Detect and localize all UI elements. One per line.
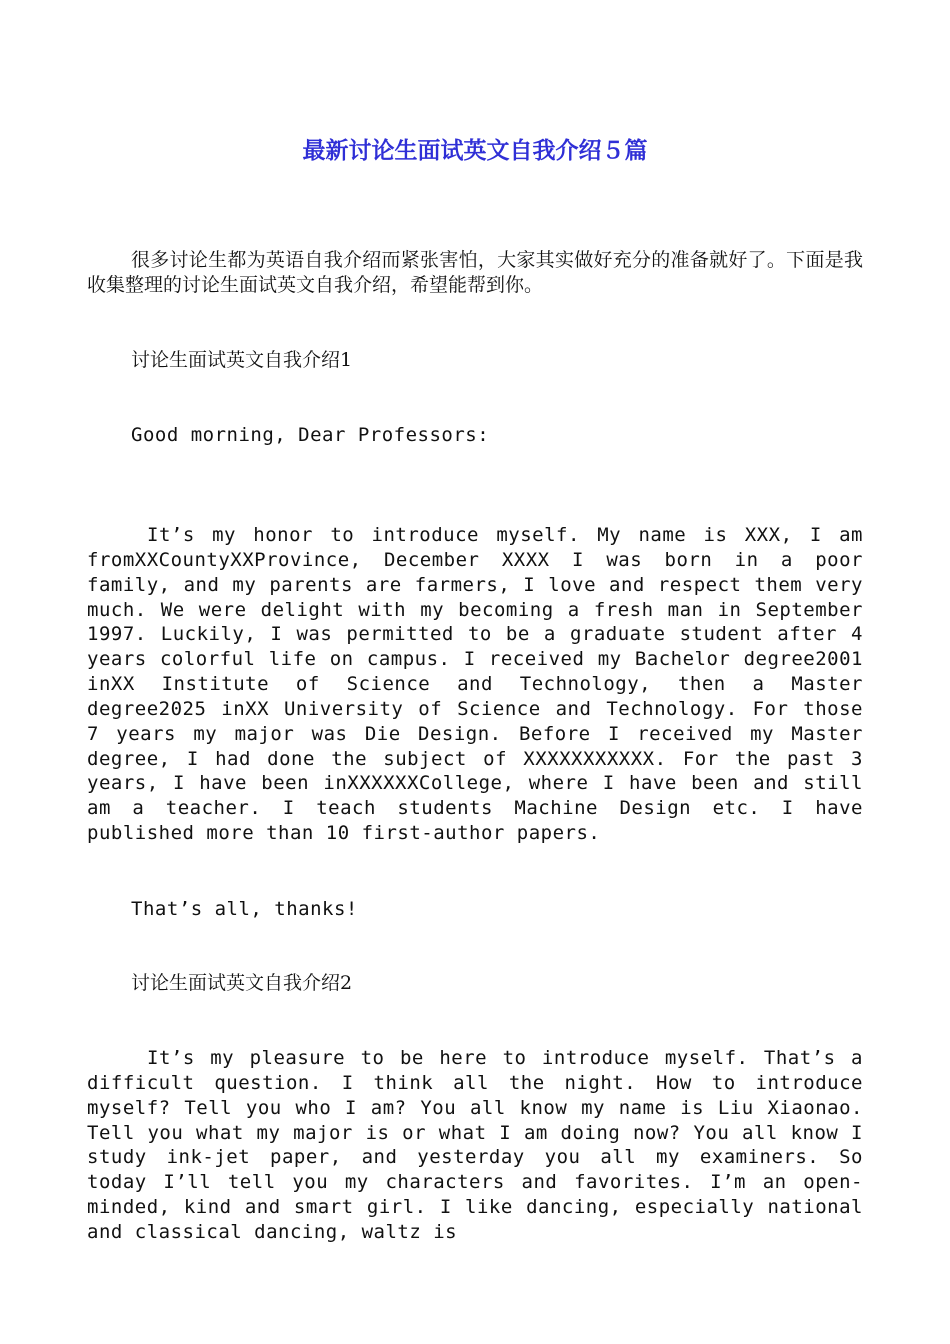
body-paragraph-2: It’s my pleasure to be here to introduce myself. That’s a difficult question. I think all the night. How to introduce myself? Tell you who I am? You all know my name is Liu Xiaonao. Tell you what my major is or what I am doing now? You all know I study ink-jet paper, and yesterday you all my examiners. So today I’ll tell you my characters and favorites. I’m an open-minded, kind and smart girl. I like dancing, especially national and classical dancing, waltz is [87, 1047, 863, 1243]
intro-paragraph: 很多讨论生都为英语自我介绍而紧张害怕，大家其实做好充分的准备就好了。下面是我收集整理的讨论生面试英文自我介绍，希望能帮到你。 [87, 249, 863, 296]
closing-line: That’s all, thanks! [131, 898, 358, 920]
body-paragraph-1: It’s my honor to introduce myself. My name is XXX, I am fromXXCountyXXProvince, December XXXX I was born in a poor family, and my parents are farmers, I love and respect them very much. We were delight with my becoming a fresh man in September 1997. Luckily, I was permitted to be a graduate student after 4 years colorful life on campus. I received my Bachelor degree2001 inXX Institute of Science and Technology, then a Master degree2025 inXX University of Science and Technology. For those 7 years my major was Die Design. Before I received my Master degree, I had done the subject of XXXXXXXXXXX. For the past 3 years, I have been inXXXXXXCollege, where I have been and still am a teacher. I teach students Machine Design etc. I have published more than 10 first-author papers. [87, 524, 863, 845]
document-title: 最新讨论生面试英文自我介绍５篇 [302, 138, 648, 164]
section-heading-2: 讨论生面试英文自我介绍2 [131, 972, 353, 994]
greeting-line: Good morning, Dear Professors: [131, 424, 490, 446]
section-heading-1: 讨论生面试英文自我介绍1 [131, 349, 353, 371]
